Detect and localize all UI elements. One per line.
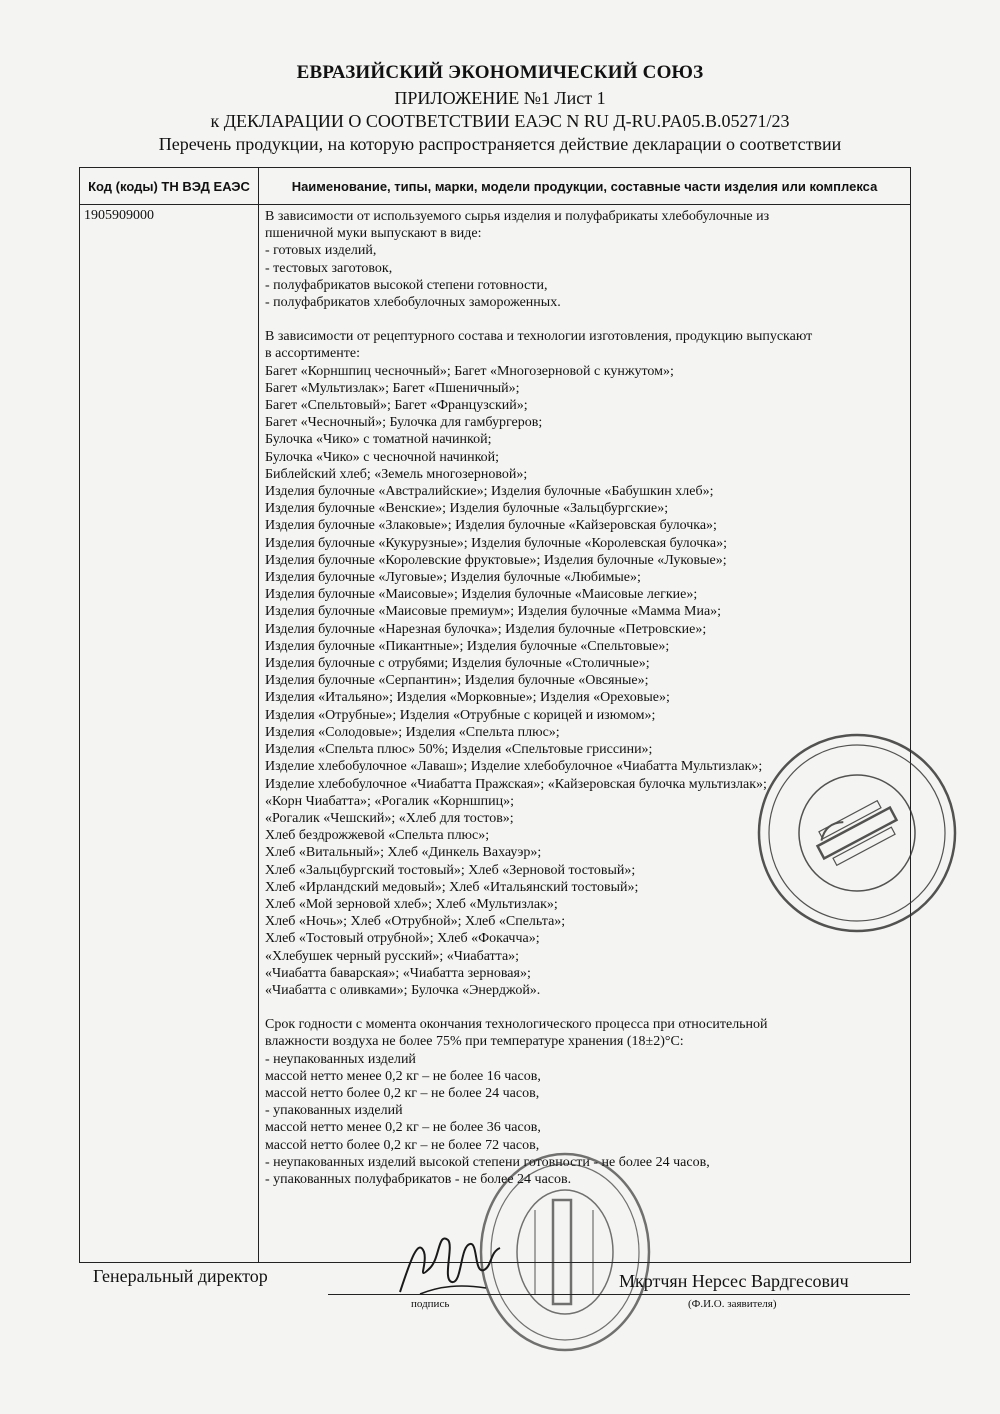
- product-table: [79, 167, 911, 1263]
- description-line: «Чиабатта баварская»; «Чиабатта зерновая»;: [265, 965, 531, 981]
- description-line: - упакованных изделий: [265, 1103, 403, 1119]
- description-line: Библейский хлеб; «Земель многозерновой»;: [265, 466, 528, 482]
- description-line: Изделия булочные «Кукурузные»; Изделия булочные «Королевская булочка»;: [265, 535, 727, 551]
- fio-caption: (Ф.И.О. заявителя): [688, 1298, 777, 1310]
- union-title: ЕВРАЗИЙСКИЙ ЭКОНОМИЧЕСКИЙ СОЮЗ: [296, 62, 704, 83]
- description-line: Хлеб «Зальцбургский тостовый»; Хлеб «Зерновой тостовый»;: [265, 862, 636, 878]
- description-line: - готовых изделий,: [265, 243, 377, 259]
- column-header-name: Наименование, типы, марки, модели продукции, составные части изделия или комплекса: [259, 168, 911, 205]
- description-line: Изделия булочные «Нарезная булочка»; Изделия булочные «Петровские»;: [265, 621, 707, 637]
- description-line: - упакованных полуфабрикатов - не более 24 часов.: [265, 1171, 572, 1187]
- description-line: - неупакованных изделий: [265, 1051, 416, 1067]
- description-line: Хлеб бездрожжевой «Спельта плюс»;: [265, 828, 490, 844]
- description-line: Изделие хлебобулочное «Лаваш»; Изделие хлебобулочное «Чиабатта Мультизлак»;: [265, 759, 763, 775]
- description-line: - тестовых заготовок,: [265, 260, 393, 276]
- description-line: Хлеб «Ирландский медовый»; Хлеб «Итальянский тостовый»;: [265, 879, 639, 895]
- description-line: Изделия булочные «Злаковые»; Изделия булочные «Кайзеровская булочка»;: [265, 518, 717, 534]
- description-line: В зависимости от рецептурного состава и технологии изготовления, продукцию выпускают: [265, 329, 813, 345]
- description-line: «Рогалик «Чешский»; «Хлеб для тостов»;: [265, 810, 514, 826]
- description-line: Изделия «Спельта плюс» 50%; Изделия «Спельтовые гриссини»;: [265, 742, 653, 758]
- appendix-title: ПРИЛОЖЕНИЕ №1 Лист 1: [394, 88, 606, 108]
- signature-line: [328, 1294, 910, 1295]
- description-line: Багет «Чесночный»; Булочка для гамбургеров;: [265, 415, 543, 431]
- description-line: «Чиабатта с оливками»; Булочка «Энерджой».: [265, 982, 541, 998]
- description-line: массой нетто более 0,2 кг – не более 72 часов,: [265, 1137, 540, 1153]
- description-line: влажности воздуха не более 75% при температуре хранения (18±2)°С:: [265, 1034, 684, 1050]
- description-line: В зависимости от используемого сырья изделия и полуфабрикаты хлебобулочные из: [265, 209, 770, 224]
- description-line: Хлеб «Витальный»; Хлеб «Динкель Вахауэр»;: [265, 845, 542, 861]
- description-line: Изделия «Отрубные»; Изделия «Отрубные с корицей и изюмом»;: [265, 707, 656, 723]
- description-line: «Корн Чиабатта»; «Рогалик «Корншпиц»;: [265, 793, 514, 809]
- description-line: Изделия булочные «Маисовые премиум»; Изделия булочные «Мамма Миа»;: [265, 604, 722, 620]
- director-title: Генеральный директор: [93, 1266, 268, 1286]
- description-line: «Хлебушек черный русский»; «Чиабатта»;: [265, 948, 520, 964]
- description-line: Изделия булочные «Маисовые»; Изделия булочные «Маисовые легкие»;: [265, 587, 698, 603]
- description-line: Изделия булочные «Пикантные»; Изделия булочные «Спельтовые»;: [265, 638, 670, 654]
- description-line: Хлеб «Тостовый отрубной»; Хлеб «Фокачча»;: [265, 931, 540, 947]
- description-line: - неупакованных изделий высокой степени готовности - не более 24 часов,: [265, 1154, 710, 1170]
- description-line: массой нетто менее 0,2 кг – не более 16 часов,: [265, 1068, 541, 1084]
- description-line: Изделия булочные «Венские»; Изделия булочные «Зальцбургские»;: [265, 501, 669, 517]
- description-line: Багет «Корншпиц чесночный»; Багет «Многозерновой с кунжутом»;: [265, 363, 674, 379]
- description-line: Булочка «Чико» с чесночной начинкой;: [265, 449, 500, 465]
- description-line: пшеничной муки выпускают в виде:: [265, 226, 482, 242]
- description-line: Изделия «Итальяно»; Изделия «Морковные»; Изделия «Ореховые»;: [265, 690, 670, 706]
- description-line: Изделия булочные «Королевские фруктовые»; Изделия булочные «Луковые»;: [265, 552, 727, 568]
- table-header-row: [80, 168, 911, 205]
- description-line: Изделия «Солодовые»; Изделия «Спельта плюс»;: [265, 724, 560, 740]
- description-line: Изделия булочные «Луговые»; Изделия булочные «Любимые»;: [265, 570, 641, 586]
- description-line: массой нетто менее 0,2 кг – не более 36 часов,: [265, 1120, 541, 1136]
- description-line: Хлеб «Мой зерновой хлеб»; Хлеб «Мультизлак»;: [265, 896, 558, 912]
- description-line: Хлеб «Ночь»; Хлеб «Отрубной»; Хлеб «Спельта»;: [265, 914, 566, 930]
- round-seal-icon: [752, 728, 962, 938]
- description-line: Изделие хлебобулочное «Чиабатта Пражская»; «Кайзеровская булочка мультизлак»;: [265, 776, 767, 792]
- description-line: Багет «Спельтовый»; Багет «Французский»;: [265, 398, 528, 414]
- paragraph-gap: [265, 999, 904, 1016]
- paragraph-gap: [265, 311, 904, 328]
- description-line: Изделия булочные «Серпантин»; Изделия булочные «Овсяные»;: [265, 673, 649, 689]
- description-line: - полуфабрикатов высокой степени готовности,: [265, 277, 548, 293]
- signature-caption: подпись: [411, 1298, 450, 1310]
- description-line: - полуфабрикатов хлебобулочных замороженных.: [265, 295, 561, 311]
- description-line: Срок годности с момента окончания технологического процесса при относительной: [265, 1017, 768, 1033]
- declaration-number: к ДЕКЛАРАЦИИ О СООТВЕТСТВИИ ЕАЭС N RU Д-RU.PA05.B.05271/23: [210, 111, 790, 131]
- description-line: в ассортименте:: [265, 346, 360, 362]
- page-subtitle: Перечень продукции, на которую распространяется действие декларации о соответствии: [158, 134, 842, 154]
- description-line: Изделия булочные «Австралийские»; Изделия булочные «Бабушкин хлеб»;: [265, 484, 714, 500]
- column-header-code: Код (коды) ТН ВЭД ЕАЭС: [80, 168, 259, 205]
- description-line: Багет «Мультизлак»; Багет «Пшеничный»;: [265, 380, 520, 396]
- description-line: Изделия булочные с отрубями; Изделия булочные «Столичные»;: [265, 656, 650, 672]
- applicant-name: Мкртчян Нерсес Вардгесович: [619, 1271, 849, 1291]
- hs-code-cell: 1905909000: [80, 205, 259, 1263]
- product-lines: [265, 208, 904, 1188]
- description-line: Булочка «Чико» с томатной начинкой;: [265, 432, 492, 448]
- description-line: массой нетто более 0,2 кг – не более 24 часов,: [265, 1085, 540, 1101]
